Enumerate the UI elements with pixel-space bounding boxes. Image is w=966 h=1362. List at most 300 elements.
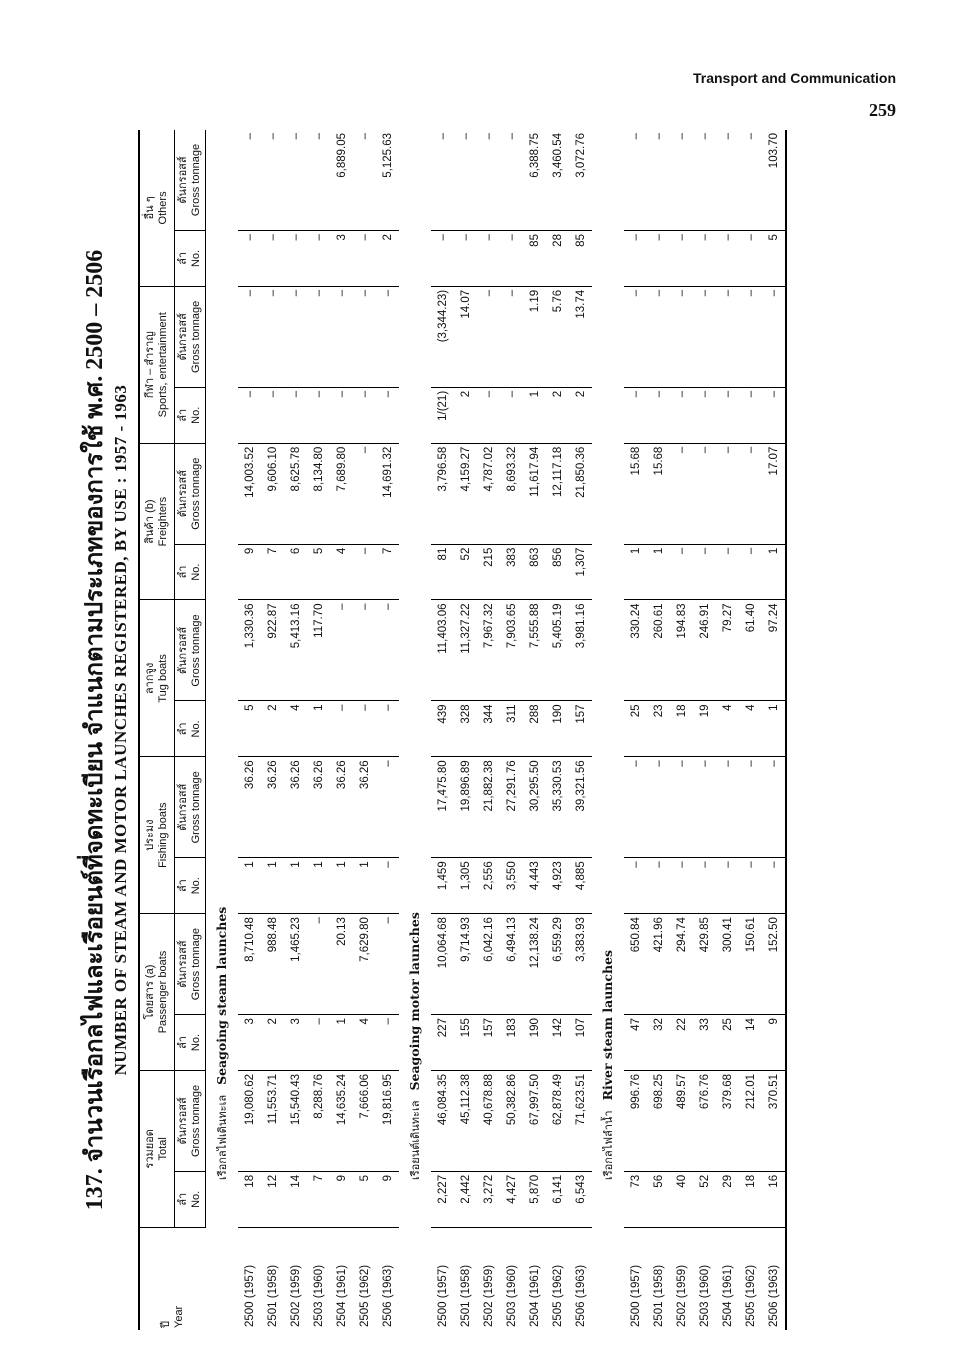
gross-tonnage-header-english: Gross tonnage [190,928,202,1001]
count-cell: 190 [523,1015,546,1071]
tonnage-cell: 14.07 [454,286,477,387]
tonnage-cell: – [739,757,762,858]
tonnage-cell: – [284,286,307,387]
count-cell: – [376,1015,399,1071]
count-cell: 856 [546,544,569,600]
tonnage-cell: – [500,286,523,387]
year-cell: 2506 (1963) [574,1264,587,1327]
year-cell: 2502 (1959) [289,1264,302,1327]
count-cell: – [670,387,693,443]
count-cell: – [307,231,330,287]
year-cell: 2503 (1960) [698,1264,711,1327]
count-cell: 73 [624,1171,647,1227]
count-cell: 9 [238,544,261,600]
header-row-units [175,130,206,1330]
tonnage-cell: 650.84 [624,914,647,1015]
tonnage-cell: – [693,130,716,231]
section-heading [399,130,431,1330]
count-cell: 2 [261,701,284,757]
tonnage-cell: – [284,130,307,231]
tonnage-cell: – [716,286,739,387]
count-cell: 25 [716,1015,739,1071]
table-row [762,130,786,1330]
tonnage-cell: 988.48 [261,914,284,1015]
count-cell: – [431,231,454,287]
count-cell: – [716,387,739,443]
tonnage-cell: 7,967.32 [477,600,500,701]
no-header-english: No. [190,249,202,268]
no-header-thai: ลำ [177,1036,189,1049]
no-header [175,387,206,443]
count-cell: 22 [670,1015,693,1071]
tonnage-cell: 8,710.48 [238,914,261,1015]
count-cell: 33 [693,1015,716,1071]
rotated-table-page [80,130,920,1330]
tonnage-cell: – [431,130,454,231]
count-cell: 6,141 [546,1171,569,1227]
count-cell: 1 [330,858,353,914]
tonnage-cell: 300.41 [716,914,739,1015]
gross-tonnage-header [175,914,206,1015]
count-cell: 1 [647,544,670,600]
tonnage-cell: – [261,130,284,231]
tonnage-cell: – [624,757,647,858]
tonnage-cell: – [624,286,647,387]
tonnage-cell: 212.01 [739,1070,762,1171]
table-row [716,130,739,1330]
count-cell: 9 [762,1015,786,1071]
count-cell: 9 [330,1171,353,1227]
table-body [206,130,787,1330]
count-cell: 1 [762,701,786,757]
tonnage-cell: 3,981.16 [569,600,592,701]
count-cell: 3,272 [477,1171,500,1227]
table-row [307,130,330,1330]
tonnage-cell: – [693,757,716,858]
tonnage-cell: – [307,914,330,1015]
tonnage-cell: 62,878.49 [546,1070,569,1171]
count-cell: 2,556 [477,858,500,914]
no-header-english: No. [190,877,202,895]
gross-tonnage-header [175,757,206,858]
table-row [624,130,647,1330]
tonnage-cell: – [353,130,376,231]
count-cell: 190 [546,701,569,757]
tonnage-cell: 20.13 [330,914,353,1015]
count-cell: 157 [569,701,592,757]
tonnage-cell: 15,540.43 [284,1070,307,1171]
group-label-english: Total [157,1137,169,1161]
count-cell: – [353,387,376,443]
page-number: 259 [869,100,896,120]
tonnage-cell: 5,413.16 [284,600,307,701]
tonnage-cell: – [353,600,376,701]
tonnage-cell: 996.76 [624,1070,647,1171]
count-cell: 23 [647,701,670,757]
count-cell: 85 [569,231,592,287]
no-header [175,1015,206,1071]
no-header-english: No. [190,1190,202,1208]
count-cell: 1 [523,387,546,443]
count-cell: – [716,858,739,914]
tonnage-cell: 7,903.65 [500,600,523,701]
tonnage-cell: 36.26 [238,757,261,858]
count-cell: 4 [284,701,307,757]
tonnage-cell: – [693,286,716,387]
count-cell: 52 [454,544,477,600]
section-label-english: Seagoing steam launches [214,906,229,1085]
year-cell: 2504 (1961) [335,1264,348,1327]
count-cell: – [353,701,376,757]
year-header-english: Year [172,1305,185,1328]
count-cell: 5 [238,701,261,757]
tonnage-cell: 246.91 [693,600,716,701]
count-cell: 107 [569,1015,592,1071]
count-cell: 4 [716,701,739,757]
tonnage-cell: – [330,600,353,701]
count-cell: 344 [477,701,500,757]
tonnage-cell: – [693,443,716,544]
tonnage-cell: 8,693.32 [500,443,523,544]
tonnage-cell: 79.27 [716,600,739,701]
gross-tonnage-header-thai: ตันกรอสส์ [177,156,189,204]
tonnage-cell: – [353,286,376,387]
count-cell: – [693,858,716,914]
table-row [454,130,477,1330]
count-cell: 227 [431,1015,454,1071]
no-header-thai: ลำ [177,1192,189,1206]
tonnage-cell: 698.25 [647,1070,670,1171]
year-cell: 2505 (1962) [358,1264,371,1327]
tonnage-cell: 7,555.88 [523,600,546,701]
count-cell: 16 [762,1171,786,1227]
count-cell: 14 [739,1015,762,1071]
section-heading [592,130,624,1330]
count-cell: 85 [523,231,546,287]
tonnage-cell: 11,327.22 [454,600,477,701]
count-cell: 157 [477,1015,500,1071]
count-cell: 56 [647,1171,670,1227]
table-title-english: NUMBER OF STEAM AND MOTOR LAUNCHES REGISTERED, BY USE : 1957 - 1963 [111,384,130,1076]
tonnage-cell: 17.07 [762,443,786,544]
no-header-thai: ลำ [177,879,189,893]
section-label-english: River steam launches [600,949,615,1101]
tonnage-cell: 27,291.76 [500,757,523,858]
tonnage-cell: 36.26 [307,757,330,858]
tonnage-cell: – [647,286,670,387]
table-row [569,130,592,1330]
no-header-thai: ลำ [177,251,189,265]
gross-tonnage-header-english: Gross tonnage [190,143,202,217]
table-title-thai: 137. จำนวนเรือกลไฟและเรือยนต์ที่จดทะเบียน จำแนกตามประเภทของการใช้ พ.ศ. 2500 – 2506 [82,249,108,1211]
tonnage-cell: 45,112.38 [454,1070,477,1171]
group-label-thai: ลากจูง [144,662,156,695]
tonnage-cell: – [238,130,261,231]
year-header [139,1227,206,1330]
tonnage-cell: 6,042.16 [477,914,500,1015]
count-cell: 4,885 [569,858,592,914]
table-row [261,130,284,1330]
table-row [431,130,454,1330]
group-label-english: Fishing boats [157,802,169,868]
count-cell: – [477,231,500,287]
tonnage-cell: 152.50 [762,914,786,1015]
running-head: Transport and Communication [692,70,896,86]
count-cell: – [238,387,261,443]
year-cell: 2501 (1958) [266,1264,279,1327]
year-cell: 2505 (1962) [744,1264,757,1327]
tonnage-cell: 379.68 [716,1070,739,1171]
count-cell: 6 [284,544,307,600]
tonnage-cell: 11,553.71 [261,1070,284,1171]
tonnage-cell: 12,117.18 [546,443,569,544]
gross-tonnage-header [175,286,206,387]
count-cell: 29 [716,1171,739,1227]
tonnage-cell: 14,635.24 [330,1070,353,1171]
count-cell: – [261,387,284,443]
count-cell: 1 [330,1015,353,1071]
group-header-sports [139,286,175,443]
tonnage-cell: 429.85 [693,914,716,1015]
count-cell: – [284,231,307,287]
count-cell: – [647,858,670,914]
table-row [500,130,523,1330]
count-cell: 383 [500,544,523,600]
table-row [739,130,762,1330]
tonnage-cell: – [500,130,523,231]
table-row [238,130,261,1330]
count-cell: 215 [477,544,500,600]
tonnage-cell: 5,405.19 [546,600,569,701]
group-label-english: Sports, entertainment [157,312,169,418]
tonnage-cell: 9,714.93 [454,914,477,1015]
count-cell: – [647,231,670,287]
launches-table [138,130,787,1330]
year-cell: 2504 (1961) [528,1264,541,1327]
count-cell: 1 [762,544,786,600]
count-cell: – [376,858,399,914]
tonnage-cell: 13.74 [569,286,592,387]
count-cell: 5,870 [523,1171,546,1227]
tonnage-cell: – [647,757,670,858]
tonnage-cell: – [624,130,647,231]
group-label-thai: อื่น ๆ [144,196,156,220]
tonnage-cell: 330.24 [624,600,647,701]
group-label-thai: โดยสาร (a) [144,964,156,1020]
group-label-thai: กีฬา – สำราญ [144,331,156,399]
count-cell: – [454,231,477,287]
tonnage-cell: – [716,443,739,544]
count-cell: 5 [762,231,786,287]
count-cell: 2 [261,1015,284,1071]
count-cell: 1,305 [454,858,477,914]
tonnage-cell: 19,080.62 [238,1070,261,1171]
count-cell: – [716,544,739,600]
no-header-english: No. [190,1033,202,1052]
count-cell: 2 [454,387,477,443]
tonnage-cell: – [376,914,399,1015]
tonnage-cell: 36.26 [261,757,284,858]
no-header-english: No. [190,720,202,738]
count-cell: 14 [284,1171,307,1227]
count-cell: 1 [307,701,330,757]
tonnage-cell: 421.96 [647,914,670,1015]
gross-tonnage-header-thai: ตันกรอสส์ [177,1097,189,1145]
count-cell: 155 [454,1015,477,1071]
no-header-english: No. [190,563,202,581]
tonnage-cell: 15.68 [624,443,647,544]
table-row [693,130,716,1330]
count-cell: 2,442 [454,1171,477,1227]
tonnage-cell: – [261,286,284,387]
no-header-english: No. [190,406,202,424]
tonnage-cell: 3,072.76 [569,130,592,231]
count-cell: – [238,231,261,287]
count-cell: – [739,858,762,914]
group-label-english: Freighters [157,496,169,547]
count-cell: – [624,387,647,443]
count-cell: 2 [376,231,399,287]
tonnage-cell: (3,344.23) [431,286,454,387]
tonnage-cell: 489.57 [670,1070,693,1171]
gross-tonnage-header [175,130,206,231]
section-label-english: Seagoing motor launches [407,912,422,1091]
count-cell: 2 [546,387,569,443]
count-cell: 47 [624,1015,647,1071]
tonnage-cell: – [376,757,399,858]
tonnage-cell: – [477,130,500,231]
count-cell: 183 [500,1015,523,1071]
table-row [670,130,693,1330]
count-cell: 7 [307,1171,330,1227]
count-cell: – [739,544,762,600]
tonnage-cell: 36.26 [353,757,376,858]
count-cell: 1/(21) [431,387,454,443]
count-cell: – [261,231,284,287]
section-heading-row [206,130,239,1330]
count-cell: 2,227 [431,1171,454,1227]
count-cell: – [376,701,399,757]
tonnage-cell: 6,889.05 [330,130,353,231]
tonnage-cell: 11,617.94 [523,443,546,544]
count-cell: 863 [523,544,546,600]
group-label-english: Passenger boats [157,950,169,1034]
tonnage-cell: – [330,286,353,387]
tonnage-cell: 3,796.58 [431,443,454,544]
tonnage-cell: 36.26 [284,757,307,858]
count-cell: 142 [546,1015,569,1071]
tonnage-cell: 6,388.75 [523,130,546,231]
tonnage-cell: 12,138.24 [523,914,546,1015]
tonnage-cell: 260.61 [647,600,670,701]
group-header-fishing [139,757,175,914]
gross-tonnage-header-english: Gross tonnage [190,1084,202,1157]
tonnage-cell: – [353,443,376,544]
tonnage-cell: 21,882.38 [477,757,500,858]
count-cell: 18 [238,1171,261,1227]
count-cell: 1 [307,858,330,914]
count-cell: – [500,387,523,443]
year-cell: 2502 (1959) [675,1264,688,1327]
gross-tonnage-header-thai: ตันกรอสส์ [177,940,189,988]
section-heading-row [399,130,431,1330]
tonnage-cell: – [454,130,477,231]
tonnage-cell: 117.70 [307,600,330,701]
count-cell: – [670,544,693,600]
no-header [175,544,206,600]
tonnage-cell: 5.76 [546,286,569,387]
year-cell: 2502 (1959) [482,1264,495,1327]
count-cell: – [624,858,647,914]
tonnage-cell: – [716,130,739,231]
count-cell: 1 [624,544,647,600]
count-cell: – [353,231,376,287]
count-cell: 3 [330,231,353,287]
count-cell: – [353,544,376,600]
count-cell: – [762,858,786,914]
tonnage-cell: 5,125.63 [376,130,399,231]
tonnage-cell: 40,678.88 [477,1070,500,1171]
group-label-english: Tug boats [157,654,169,703]
tonnage-cell: 17,475.80 [431,757,454,858]
count-cell: 4,443 [523,858,546,914]
tonnage-cell: 4,787.02 [477,443,500,544]
tonnage-cell: 39,321.56 [569,757,592,858]
year-cell: 2505 (1962) [551,1264,564,1327]
tonnage-cell: 6,559.29 [546,914,569,1015]
tonnage-cell: – [670,757,693,858]
tonnage-cell: 1,330.36 [238,600,261,701]
group-header-freighters [139,443,175,600]
count-cell: 12 [261,1171,284,1227]
gross-tonnage-header-thai: ตันกรอสส์ [177,313,189,361]
tonnage-cell: – [477,286,500,387]
year-cell: 2500 (1957) [629,1264,642,1327]
year-cell: 2506 (1963) [762,1227,786,1330]
count-cell: – [307,387,330,443]
count-cell: 311 [500,701,523,757]
table-row [376,130,399,1330]
no-header [175,231,206,287]
count-cell: 4 [739,701,762,757]
count-cell: – [376,387,399,443]
count-cell: – [477,387,500,443]
table-row [523,130,546,1330]
tonnage-cell: 8,134.80 [307,443,330,544]
count-cell: – [330,387,353,443]
tonnage-cell: 1.19 [523,286,546,387]
gross-tonnage-header-english: Gross tonnage [190,300,202,373]
tonnage-cell: 294.74 [670,914,693,1015]
count-cell: 4,923 [546,858,569,914]
count-cell: 439 [431,701,454,757]
tonnage-cell: 370.51 [762,1070,786,1171]
tonnage-cell: 61.40 [739,600,762,701]
tonnage-cell: 194.83 [670,600,693,701]
group-header-tug [139,600,175,757]
gross-tonnage-header [175,600,206,701]
tonnage-cell: 3,460.54 [546,130,569,231]
section-heading-row [592,130,624,1330]
tonnage-cell: 30,295.50 [523,757,546,858]
tonnage-cell: – [739,443,762,544]
section-label-thai: เรือกลไฟเดินทะเล [216,1094,229,1180]
gross-tonnage-header-thai: ตันกรอสส์ [177,470,189,518]
tonnage-cell: 71,623.51 [569,1070,592,1171]
no-header-thai: ลำ [177,722,189,736]
group-label-thai: สินค้า (b) [144,499,156,544]
table-titles [80,130,132,1330]
